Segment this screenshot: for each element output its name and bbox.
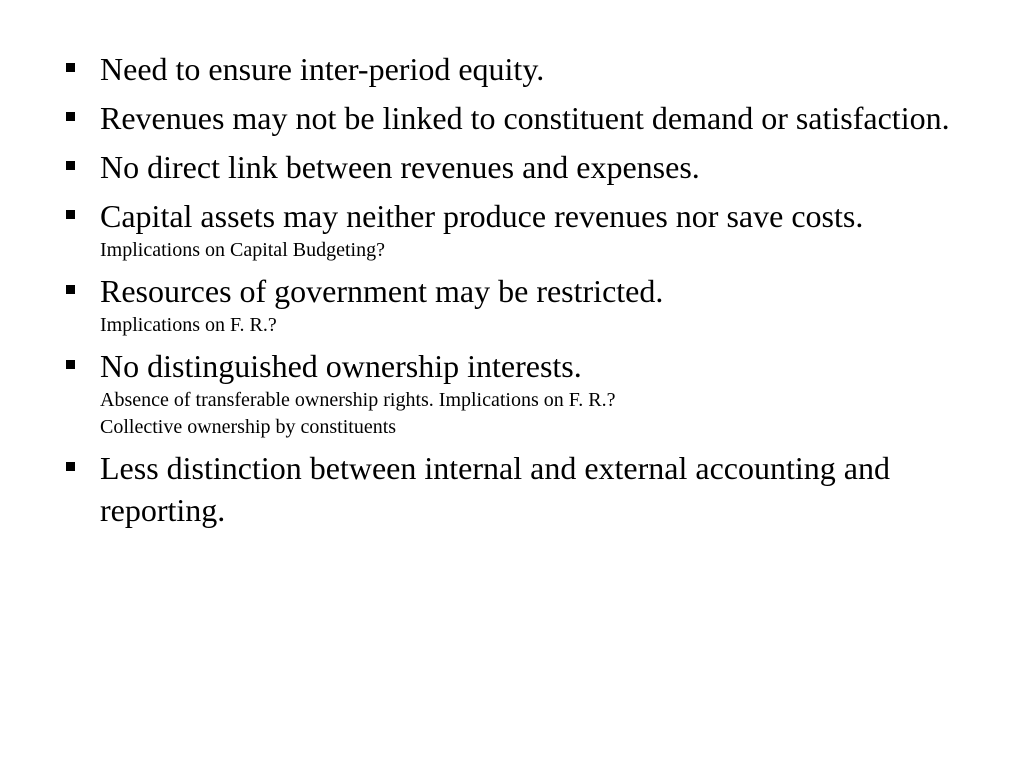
bullet-item-5 xyxy=(62,270,992,339)
square-bullet-icon xyxy=(66,285,75,294)
square-bullet-icon xyxy=(66,462,75,471)
square-bullet-icon xyxy=(66,161,75,170)
sub-note: Implications on Capital Budgeting? xyxy=(100,239,385,261)
square-bullet-icon xyxy=(66,63,75,72)
bullet-text: Resources of government may be restricted. xyxy=(100,273,664,309)
bullet-text: No distinguished ownership interests. xyxy=(100,348,582,384)
bullet-item-7 xyxy=(62,447,992,531)
bullet-text: No direct link between revenues and expenses. xyxy=(100,149,700,185)
bullet-item-2 xyxy=(62,97,992,139)
sub-note: Implications on F. R.? xyxy=(100,314,277,336)
square-bullet-icon xyxy=(66,112,75,121)
square-bullet-icon xyxy=(66,360,75,369)
sub-note: Absence of transferable ownership rights. Implications on F. R.? xyxy=(100,389,616,411)
square-bullet-icon xyxy=(66,210,75,219)
bullet-text: Less distinction between internal and external accounting and reporting. xyxy=(100,450,890,528)
bullet-text: Capital assets may neither produce revenues nor save costs. xyxy=(100,198,864,234)
bullet-list xyxy=(62,48,992,538)
bullet-item-1 xyxy=(62,48,992,90)
bullet-item-6 xyxy=(62,345,992,441)
bullet-text: Need to ensure inter-period equity. xyxy=(100,51,545,87)
bullet-text: Revenues may not be linked to constituent demand or satisfaction. xyxy=(100,100,950,136)
sub-note: Collective ownership by constituents xyxy=(100,416,397,438)
bullet-item-3 xyxy=(62,146,992,188)
bullet-item-4 xyxy=(62,195,992,264)
